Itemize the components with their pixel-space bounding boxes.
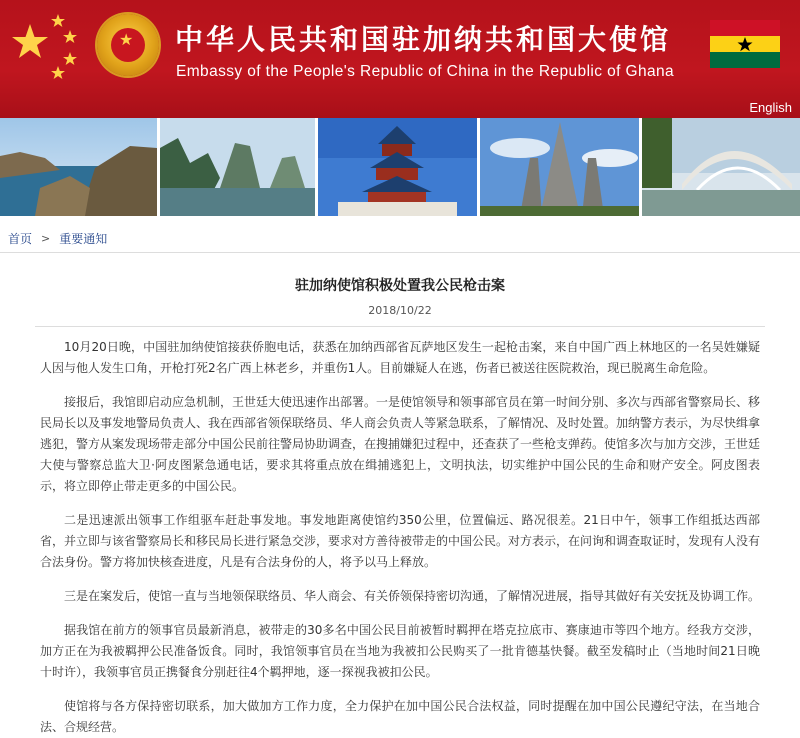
site-title-cn: 中华人民共和国驻加纳共和国大使馆 <box>175 23 672 56</box>
article-date: 2018/10/22 <box>368 304 432 317</box>
article-title: 驻加纳使馆积极处置我公民枪击案 <box>295 278 505 294</box>
temple-of-heaven-photo <box>318 118 477 216</box>
article-paragraph: 接报后，我馆即启动应急机制，王世廷大使迅速作出部署。一是使馆领导和领事部官员在第一时间分别、多次与西部省警察局长、移民局长以及事发地警局负责人、我在西部省领保联络员、华人商会负责人等紧急联系，了解情况、及时处置。加纳警方表示，为尽快缉拿逃犯，警方从案发现场带走部分中国公民前往警局协助调查，在搜捕嫌犯过程中，还查获了一些枪支弹药。使馆多次与加方交涉，王世廷大使与警察总监大卫·阿皮图紧急通电话，要求其将重点放在缉捕逃犯上，文明执法，切实维护中国公民的生命和财产安全。阿皮图表示，将立即停止带走更多的中国公民。 <box>40 395 761 493</box>
breadcrumb-separator-icon: > <box>41 231 51 245</box>
breadcrumb-section-link[interactable]: 重要通知 <box>59 231 108 246</box>
article-paragraph: 使馆将与各方保持密切联系，加大做加方工作力度，全力保护在加中国公民合法权益，同时提醒在加中国公民遵纪守法，在当地合法、合规经营。 <box>40 699 760 734</box>
english-link[interactable]: English <box>749 100 792 115</box>
breadcrumb <box>0 224 800 253</box>
monument-photo <box>480 118 639 216</box>
title-divider <box>35 326 765 327</box>
article-body <box>40 337 760 738</box>
karst-river-photo <box>160 118 315 216</box>
scenic-coast-photo <box>0 118 157 216</box>
photo-banner <box>0 118 800 216</box>
site-title-en: Embassy of the People's Republic of China in the Republic of Ghana <box>176 63 675 80</box>
article-paragraph: 三是在案发后，使馆一直与当地领保联络员、华人商会、有关侨领保持密切沟通，了解情况进展，指导其做好有关安抚及协调工作。 <box>64 589 761 603</box>
ghana-flag-icon <box>710 20 780 68</box>
arched-bridge-photo <box>642 118 800 216</box>
article-paragraph: 据我馆在前方的领事官员最新消息，被带走的30多名中国公民目前被暂时羁押在塔克拉底市、赛康迪市等四个地方。经我方交涉，加方正在为我被羁押公民准备饭食。同时，我馆领事官员在当地为我被扣公民购买了一批肯德基快餐。截至发稿时止（当地时间21日晚十时许），我领事官员正携餐食分别赶往4个羁押地，逐一探视我被扣公民。 <box>40 623 760 679</box>
article-paragraph: 10月20日晚，中国驻加纳使馆接获侨胞电话，获悉在加纳西部省瓦萨地区发生一起枪击案，来自中国广西上林地区的一名吴姓嫌疑人因与他人发生口角，开枪打死2名广西上林老乡，并重伤1人。目前嫌疑人在逃，伤者已被送往医院救治，现已脱离生命危险。 <box>40 340 760 375</box>
breadcrumb-home-link[interactable]: 首页 <box>8 231 33 246</box>
national-emblem-icon: ★ <box>97 14 159 76</box>
flag-stars-icon <box>0 0 95 118</box>
site-header <box>0 0 800 118</box>
article-paragraph: 二是迅速派出领事工作组驱车赶赴事发地。事发地距离使馆约350公里，位置偏远、路况很差。21日中午，领事工作组抵达西部省，并立即与该省警察局长和移民局长进行紧急交涉，要求对方善待被带走的中国公民。对方表示，在问询和调查取证时，发现有人没有合法身份。警方将加快核查进度，凡是有合法身份的人，将予以马上释放。 <box>40 513 761 569</box>
